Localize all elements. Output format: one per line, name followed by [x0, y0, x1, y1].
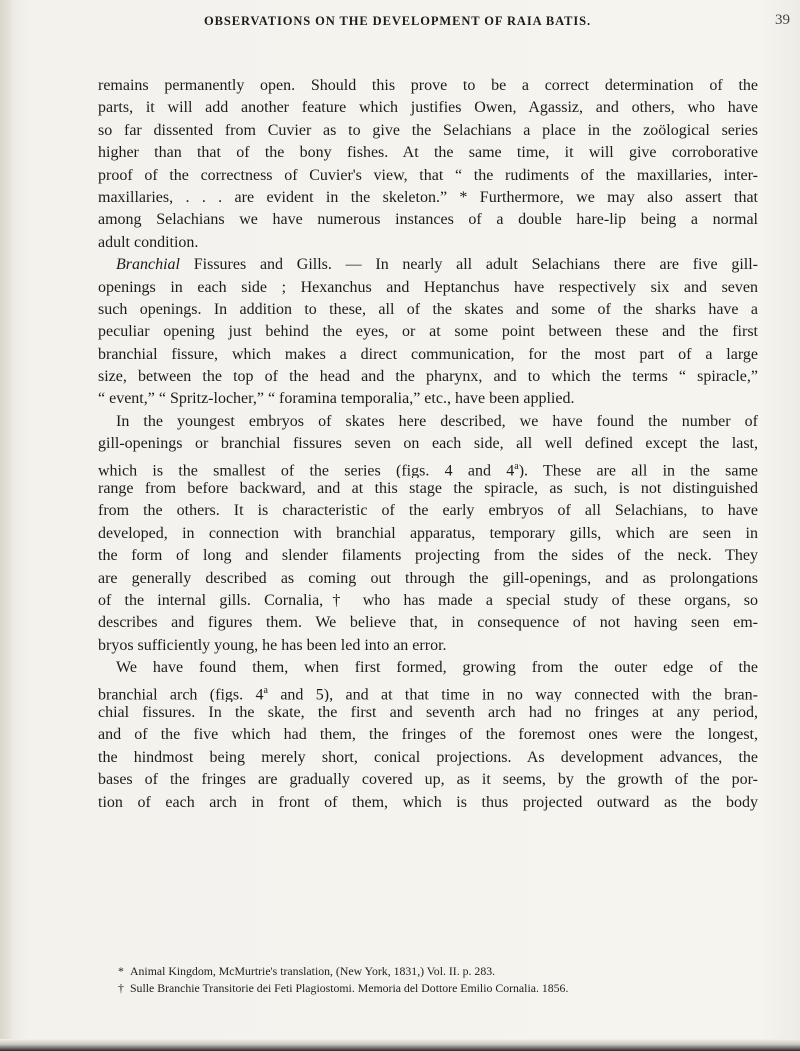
text-line: size, between the top of the head and the pharynx, and to which the terms “ spiracle,”	[98, 368, 758, 386]
text-line: and of the five which had them, the fringes of the foremost ones were the longest,	[98, 726, 758, 744]
text-line: bryos sufficiently young, he has been led into an error.	[98, 636, 447, 654]
text-line: the hindmost being merely short, conical projections. As development advances, the	[98, 748, 758, 766]
text-line: branchial arch (figs. 4$^a$ and 5), and at that time in no way connected with the bran-	[98, 684, 758, 702]
footnotes	[118, 963, 758, 997]
text-line: among Selachians we have numerous instances of a double hare-lip being a normal	[98, 211, 758, 229]
superscript: a	[263, 684, 268, 696]
text-line: maxillaries, . . . are evident in the skeleton.” * Furthermore, we may also assert that	[98, 188, 758, 206]
text-line: describes and figures them. We believe that, in consequence of not having seen em-	[98, 614, 758, 632]
superscript: a	[514, 460, 519, 472]
section-heading-line	[98, 254, 758, 276]
footnote-text: Sulle Branchie Transitorie dei Feti Plagiostomi. Memoria del Dottore Emilio Cornalia. 1856.	[130, 981, 569, 995]
text-line: so far dissented from Cuvier as to give the Selachians a place in the zoölogical series	[98, 121, 758, 139]
scan-bottom-edge	[0, 1039, 800, 1051]
text-line: We have found them, when first formed, growing from the outer edge of the	[116, 659, 758, 677]
text-line: tion of each arch in front of them, which is thus projected outward as the body	[98, 793, 758, 811]
section-heading-lead: Branchial	[116, 256, 180, 274]
text-line: developed, in connection with branchial apparatus, temporary gills, which are seen in	[98, 524, 758, 542]
text-line: In the youngest embryos of skates here described, we have found the number of	[116, 412, 758, 430]
text-line: from the others. It is characteristic of the early embryos of all Selachians, to have	[98, 502, 758, 520]
text-line: remains permanently open. Should this prove to be a correct determination of the	[98, 77, 758, 94]
text-line: range from before backward, and at this stage the spiracle, as such, is not distinguished	[98, 480, 758, 498]
text-line: higher than that of the bony fishes. At the same time, it will give corroborative	[98, 144, 758, 162]
text-line: are generally described as coming out through the gill-openings, and as prolongations	[98, 569, 758, 587]
page-binding-shadow	[0, 0, 14, 1051]
running-title: OBSERVATIONS ON THE DEVELOPMENT OF RAIA BATIS.	[204, 14, 591, 28]
text-line: openings in each side ; Hexanchus and Heptanchus have respectively six and seven	[98, 278, 758, 296]
footnote-mark: †	[118, 981, 124, 995]
section-heading-rest: Fissures and Gills. — In nearly all adult Selachians there are five gill-	[193, 256, 758, 274]
text-line: gill-openings or branchial fissures seven on each side, all well defined except the last,	[98, 435, 758, 453]
text-line: of the internal gills. Cornalia,† who has made a special study of these organs, so	[98, 591, 758, 609]
text-line: peculiar opening just behind the eyes, or at some point between these and the first	[98, 323, 758, 341]
footnote-text: Animal Kingdom, McMurtrie's translation, (New York, 1831,) Vol. II. p. 283.	[130, 964, 496, 978]
text-line: chial fissures. In the skate, the first and seventh arch had no fringes at any period,	[98, 703, 758, 721]
text-line: proof of the correctness of Cuvier's view, that “ the rudiments of the maxillaries, inter-	[98, 166, 758, 184]
footnote-mark: *	[118, 964, 124, 978]
text-line: the form of long and slender filaments projecting from the sides of the neck. They	[98, 547, 758, 565]
body-text	[98, 75, 758, 814]
text-line: parts, it will add another feature which justifies Owen, Agassiz, and others, who have	[98, 99, 758, 117]
footnote	[118, 963, 758, 980]
text-line: bases of the fringes are gradually covered up, as it seems, by the growth of the por-	[98, 771, 758, 789]
text-line: adult condition.	[98, 233, 199, 251]
page-number: 39	[775, 12, 790, 28]
page-header	[0, 12, 800, 34]
text-line: such openings. In addition to these, all of the skates and some of the sharks have a	[98, 300, 758, 318]
text-line: branchial fissure, which makes a direct communication, for the most part of a large	[98, 345, 758, 363]
text-line: “ event,” “ Spritz-locher,” “ foramina temporalia,” etc., have been applied.	[98, 390, 575, 408]
footnote	[118, 980, 758, 997]
text-line: which is the smallest of the series (figs. 4 and 4$^a$). These are all in the same	[98, 460, 758, 479]
